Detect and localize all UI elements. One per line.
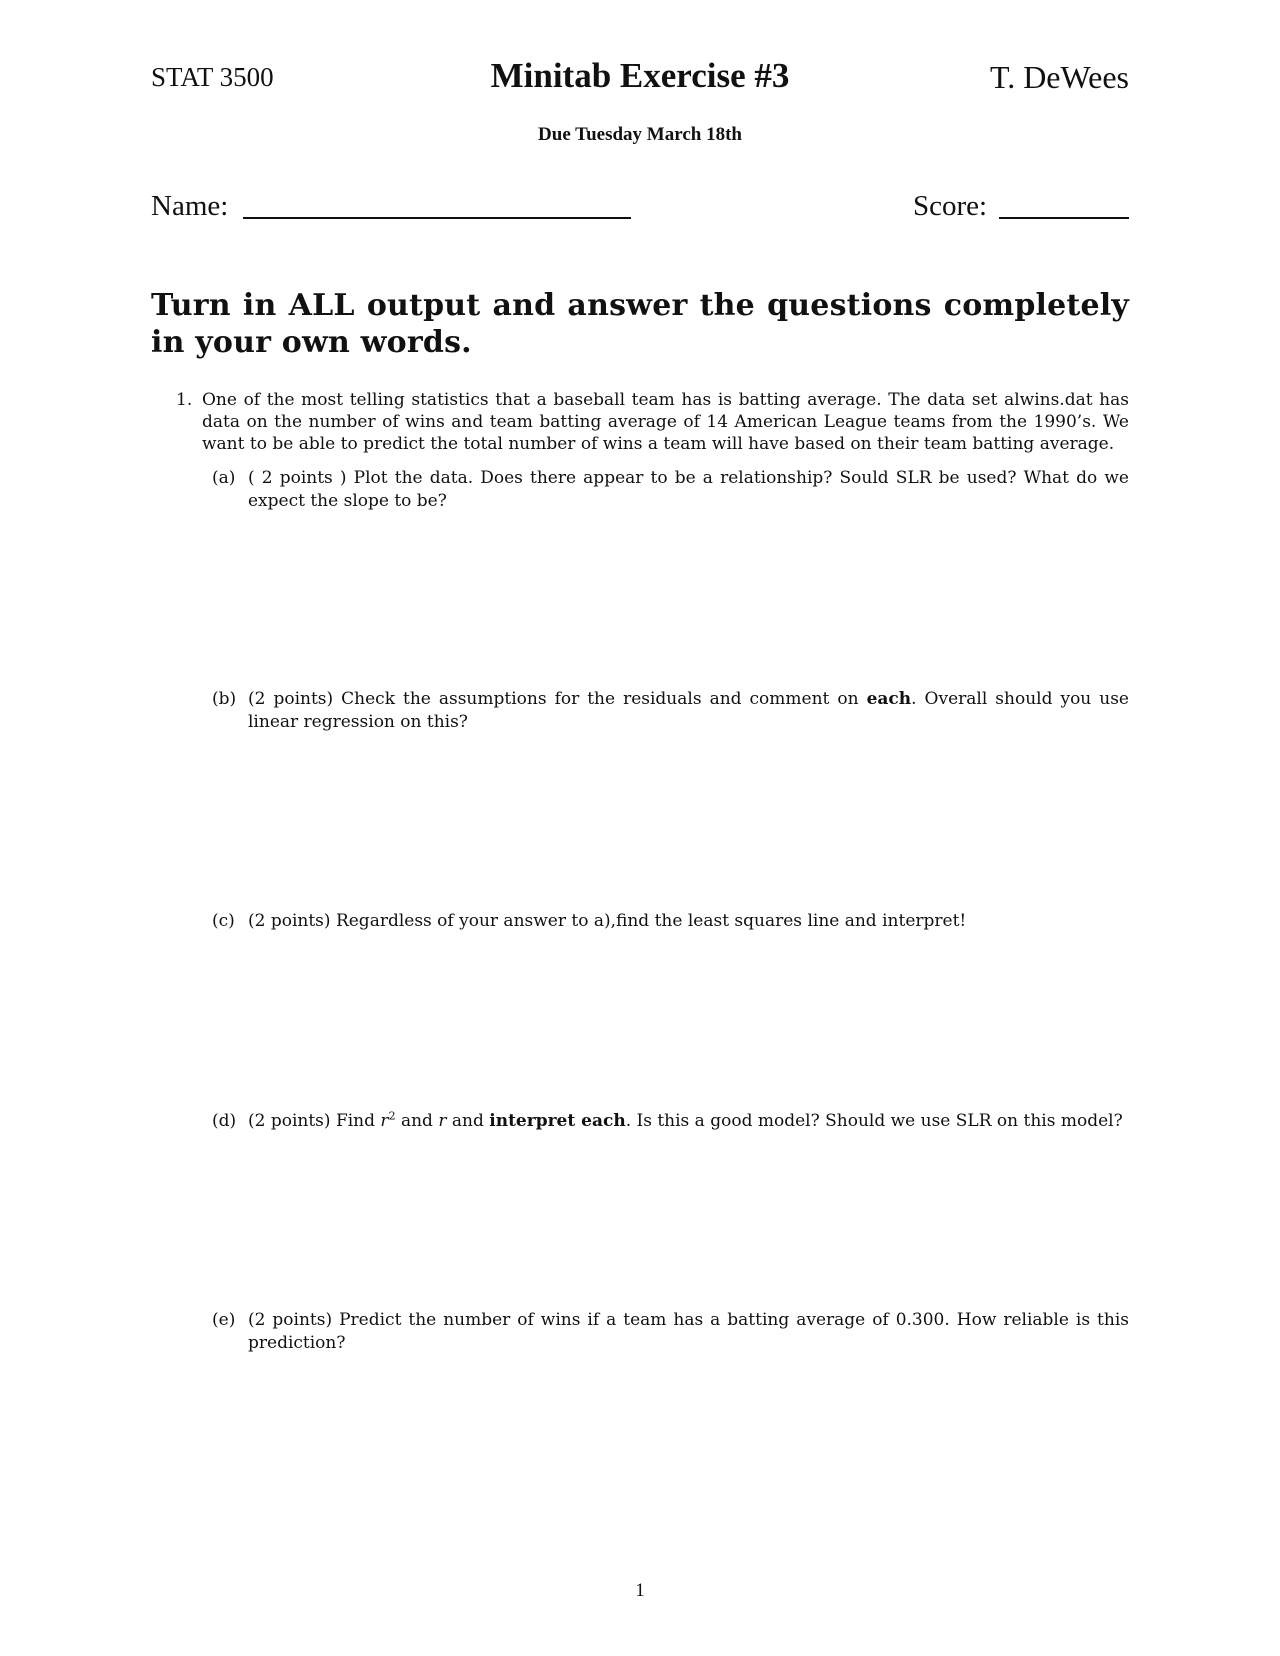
part-label: (d) [212,1111,237,1131]
page-title: Minitab Exercise #3 [490,56,790,95]
question-number: 1. [176,390,193,410]
part-label: (b) [212,689,237,709]
part-label: (e) [212,1310,236,1330]
part-text: (2 points) Predict the number of wins if a team has a batting average of 0.300. How reliable is this prediction? [248,1310,1129,1353]
part-text-segment: and [446,1111,490,1131]
course-code: STAT 3500 [151,62,274,92]
page-number: 1 [635,1580,645,1601]
math-variable: r [380,1111,389,1131]
instructions-heading: Turn in ALL output and answer the questions completely in your own words. [151,288,1129,360]
score-blank-line [999,217,1129,219]
name-blank-line [243,217,631,219]
part-text-segment: and [395,1111,439,1131]
emphasis-text: interpret each [489,1111,626,1131]
name-label: Name: [151,190,229,222]
part-text: (2 points) Regardless of your answer to a),find the least squares line and interpret! [248,911,967,931]
score-label: Score: [913,190,988,222]
part-label: (c) [212,911,235,931]
part-text-segment: . Overall should you use linear regression on this? [248,689,1129,732]
part-text-segment: (2 points) Check the assumptions for the residuals and comment on [248,689,867,709]
part-text [248,688,1129,734]
part-text: ( 2 points ) Plot the data. Does there appear to be a relationship? Sould SLR be used? What do we expect the slope to be? [248,468,1129,511]
name-score-row [151,190,1129,230]
part-label: (a) [212,468,236,488]
math-exponent: 2 [388,1109,396,1123]
due-date: Due Tuesday March 18th [538,124,742,145]
instructor-name: T. DeWees [990,59,1129,95]
part-text-segment: . Is this a good model? Should we use SLR on this model? [625,1111,1123,1131]
math-variable: r [438,1111,447,1131]
part-text-segment: (2 points) Find [248,1111,381,1131]
emphasis-text: each [866,689,912,709]
header [151,56,1129,100]
part-text [248,1110,1129,1133]
question-text: One of the most telling statistics that a baseball team has is batting average. The data set alwins.dat has data on the number of wins and team batting average of 14 American League teams from the 1990’s. We want to be able to predict the total number of wins a team will have based on their team batting average. [202,390,1129,454]
